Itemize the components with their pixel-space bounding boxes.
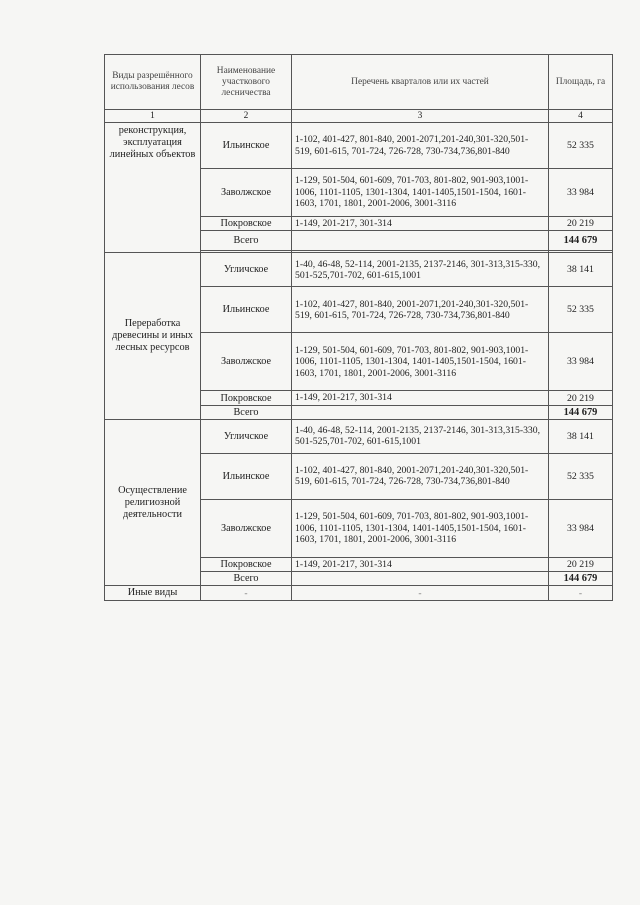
district-name: Ильинское (201, 287, 292, 333)
quarters-list: 1-149, 201-217, 301-314 (292, 557, 549, 571)
district-name: Заволжское (201, 169, 292, 217)
quarters-list: 1-40, 46-48, 52-114, 2001-2135, 2137-2146, 301-313,315-330, 501-525,701-702, 601-615,1001 (292, 419, 549, 453)
header-district: Наименование участкового лесничества (201, 55, 292, 110)
area-value: 52 335 (549, 123, 613, 169)
quarters-list: - (292, 586, 549, 601)
table-row (105, 253, 613, 287)
area-value: 52 335 (549, 287, 613, 333)
table-row (105, 586, 613, 601)
table-row (105, 123, 613, 169)
quarters-list: 1-102, 401-427, 801-840, 2001-2071,201-240,301-320,501-519, 601-615, 701-724, 726-728, 730-734,736,801-840 (292, 287, 549, 333)
area-value: 20 219 (549, 391, 613, 405)
total-label: Всего (201, 572, 292, 586)
empty-cell (292, 405, 549, 419)
column-number: 3 (292, 110, 549, 123)
district-name: - (201, 586, 292, 601)
district-name: Угличское (201, 419, 292, 453)
column-number: 2 (201, 110, 292, 123)
district-name: Угличское (201, 253, 292, 287)
total-label: Всего (201, 231, 292, 251)
quarters-list: 1-149, 201-217, 301-314 (292, 217, 549, 231)
district-name: Заволжское (201, 499, 292, 557)
header-usage-type: Виды разрешённого использования лесов (105, 55, 201, 110)
total-area: 144 679 (549, 231, 613, 251)
area-value: 52 335 (549, 453, 613, 499)
area-value: 38 141 (549, 419, 613, 453)
total-area: 144 679 (549, 405, 613, 419)
total-label: Всего (201, 405, 292, 419)
empty-cell (292, 231, 549, 251)
column-number: 4 (549, 110, 613, 123)
quarters-list: 1-129, 501-504, 601-609, 701-703, 801-802, 901-903,1001-1006, 1101-1105, 1301-1304, 1401-1405,1501-1504, 1601-1603, 1701, 1801, 2001-2006, 3001-3116 (292, 333, 549, 391)
column-number-row (105, 110, 613, 123)
district-name: Покровское (201, 391, 292, 405)
area-value: 33 984 (549, 499, 613, 557)
total-area: 144 679 (549, 572, 613, 586)
district-name: Покровское (201, 217, 292, 231)
area-value: 33 984 (549, 169, 613, 217)
area-value: - (549, 586, 613, 601)
quarters-list: 1-102, 401-427, 801-840, 2001-2071,201-240,301-320,501-519, 601-615, 701-724, 726-728, 730-734,736,801-840 (292, 123, 549, 169)
table-header-row (105, 55, 613, 110)
empty-cell (292, 572, 549, 586)
header-area: Площадь, га (549, 55, 613, 110)
quarters-list: 1-149, 201-217, 301-314 (292, 391, 549, 405)
area-value: 38 141 (549, 253, 613, 287)
quarters-list: 1-40, 46-48, 52-114, 2001-2135, 2137-2146, 301-313,315-330, 501-525,701-702, 601-615,1001 (292, 253, 549, 287)
area-value: 20 219 (549, 217, 613, 231)
usage-category: Осуществление религиозной деятельности (105, 419, 201, 585)
district-name: Покровское (201, 557, 292, 571)
district-name: Ильинское (201, 453, 292, 499)
column-number: 1 (105, 110, 201, 123)
table-row (105, 419, 613, 453)
area-value: 33 984 (549, 333, 613, 391)
usage-category: Переработка древесины и иных лесных ресурсов (105, 253, 201, 419)
quarters-list: 1-129, 501-504, 601-609, 701-703, 801-802, 901-903,1001-1006, 1101-1105, 1301-1304, 1401-1405,1501-1504, 1601-1603, 1701, 1801, 2001-2006, 3001-3116 (292, 499, 549, 557)
quarters-list: 1-129, 501-504, 601-609, 701-703, 801-802, 901-903,1001-1006, 1101-1105, 1301-1304, 1401-1405,1501-1504, 1601-1603, 1701, 1801, 2001-2006, 3001-3116 (292, 169, 549, 217)
forest-use-table (104, 54, 613, 601)
district-name: Заволжское (201, 333, 292, 391)
header-quarters: Перечень кварталов или их частей (292, 55, 549, 110)
district-name: Ильинское (201, 123, 292, 169)
usage-category: Иные виды (105, 586, 201, 601)
area-value: 20 219 (549, 557, 613, 571)
quarters-list: 1-102, 401-427, 801-840, 2001-2071,201-240,301-320,501-519, 601-615, 701-724, 726-728, 730-734,736,801-840 (292, 453, 549, 499)
usage-category: реконструкция, эксплуатация линейных объектов (105, 123, 201, 253)
